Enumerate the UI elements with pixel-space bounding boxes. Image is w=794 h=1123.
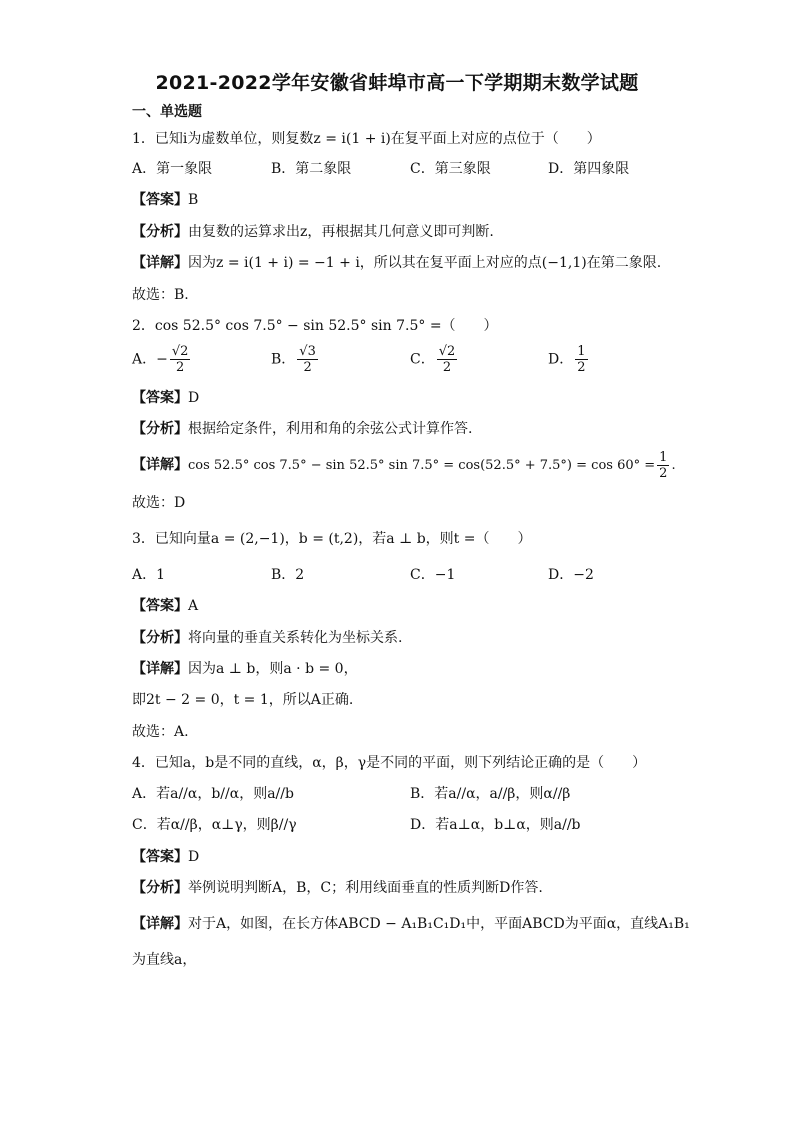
detail-tag: 【详解】 (132, 916, 188, 932)
answer-tag: 【答案】 (132, 598, 188, 614)
q1-answer (132, 190, 198, 210)
fraction (437, 344, 458, 375)
minus-sign: − (156, 351, 168, 368)
q4-answer (132, 847, 199, 867)
q4-option-c: C．若α//β，α⊥γ，则β//γ (132, 817, 297, 833)
option-label: A． (132, 351, 157, 368)
answer-tag: 【答案】 (132, 192, 188, 208)
analysis-tag: 【分析】 (132, 421, 188, 437)
option-label: B． (271, 351, 296, 368)
q2-answer (132, 388, 199, 408)
q2-detail (132, 450, 676, 481)
analysis-text: 由复数的运算求出z，再根据其几何意义即可判断. (188, 224, 494, 240)
q4-option-a: A．若a//α，b//α，则a//b (132, 786, 294, 802)
detail-tag: 【详解】 (132, 457, 188, 473)
answer-value: D (188, 390, 200, 406)
question-2-stem: 2．cos 52.5° cos 7.5° − sin 52.5° sin 7.5° =（ ） (132, 318, 498, 334)
fraction-denominator: 2 (659, 466, 668, 481)
question-1-stem: 1．已知i为虚数单位，则复数z = i(1 + i)在复平面上对应的点位于（ ） (132, 131, 601, 147)
q4-detail-continued: 为直线a， (132, 952, 197, 968)
fraction-denominator: 2 (176, 360, 185, 375)
analysis-tag: 【分析】 (132, 630, 188, 646)
q1-analysis (132, 222, 494, 242)
q3-option-b: B．2 (271, 567, 305, 583)
q1-detail (132, 253, 661, 273)
fraction-numerator: 1 (577, 344, 586, 359)
answer-value: A (188, 598, 199, 614)
answer-value: D (188, 849, 200, 865)
detail-tag: 【详解】 (132, 661, 188, 677)
q1-option-c: C．第三象限 (410, 161, 491, 177)
detail-text: cos 52.5° cos 7.5° − sin 52.5° sin 7.5° = cos(52.5° + 7.5°) = cos 60° = (188, 458, 656, 473)
analysis-text: 根据给定条件，利用和角的余弦公式计算作答. (188, 421, 473, 437)
q1-option-b: B．第二象限 (271, 161, 352, 177)
answer-tag: 【答案】 (132, 390, 188, 406)
fraction (170, 344, 191, 375)
q2-choose: 故选：D (132, 495, 186, 511)
fraction (297, 344, 318, 375)
analysis-text: 将向量的垂直关系转化为坐标关系. (188, 630, 403, 646)
fraction-numerator: √2 (438, 344, 456, 359)
answer-value: B (188, 192, 199, 208)
fraction-numerator: 1 (659, 450, 668, 465)
analysis-tag: 【分析】 (132, 880, 188, 896)
q4-option-b: B．若a//α，a//β，则α//β (410, 786, 571, 802)
q3-analysis (132, 628, 402, 648)
q3-option-d: D．−2 (548, 567, 594, 583)
answer-tag: 【答案】 (132, 849, 188, 865)
detail-text: 因为a ⊥ b，则a · b = 0， (188, 661, 358, 677)
q2-analysis (132, 419, 472, 439)
q2-option-b (271, 344, 320, 375)
option-label: D． (548, 351, 574, 368)
fraction (657, 450, 669, 481)
analysis-text: 举例说明判断A，B，C；利用线面垂直的性质判断D作答. (188, 880, 543, 896)
option-label: C． (410, 351, 435, 368)
analysis-tag: 【分析】 (132, 224, 188, 240)
question-4-stem: 4．已知a，b是不同的直线，α，β，γ是不同的平面，则下列结论正确的是（ ） (132, 755, 647, 771)
q2-option-a (132, 344, 192, 375)
fraction-numerator: √3 (299, 344, 316, 359)
q3-detail (132, 659, 358, 679)
q3-detail-continued: 即2t − 2 = 0，t = 1，所以A正确. (132, 692, 354, 708)
detail-text: 因为z = i(1 + i) = −1 + i，所以其在复平面上对应的点(−1,1)在第二象限. (188, 255, 662, 271)
q3-answer (132, 596, 198, 616)
fraction-denominator: 2 (577, 360, 586, 375)
q3-option-c: C．−1 (410, 567, 456, 583)
detail-end: . (671, 458, 676, 473)
fraction-denominator: 2 (303, 360, 312, 375)
q1-option-d: D．第四象限 (548, 161, 630, 177)
q3-choose: 故选：A. (132, 724, 189, 740)
question-3-stem: 3．已知向量a = (2,−1)，b = (t,2)，若a ⊥ b，则t =（ ） (132, 531, 532, 547)
q4-detail (132, 914, 690, 934)
q4-analysis (132, 878, 543, 898)
page-title: 2021-2022学年安徽省蚌埠市高一下学期期末数学试题 (155, 72, 639, 94)
section-heading: 一、单选题 (132, 104, 202, 120)
q2-option-c (410, 344, 459, 375)
q2-option-d (548, 344, 590, 375)
detail-tag: 【详解】 (132, 255, 188, 271)
detail-text: 对于A，如图，在长方体ABCD − A₁B₁C₁D₁中，平面ABCD为平面α，直线A₁B₁ (188, 916, 690, 932)
q3-option-a: A．1 (132, 567, 166, 583)
q4-option-d: D．若a⊥α，b⊥α，则a//b (410, 817, 581, 833)
fraction (575, 344, 587, 375)
fraction-denominator: 2 (442, 360, 452, 375)
fraction-numerator: √2 (171, 344, 189, 359)
q1-option-a: A．第一象限 (132, 161, 213, 177)
q1-choose: 故选：B. (132, 287, 189, 303)
